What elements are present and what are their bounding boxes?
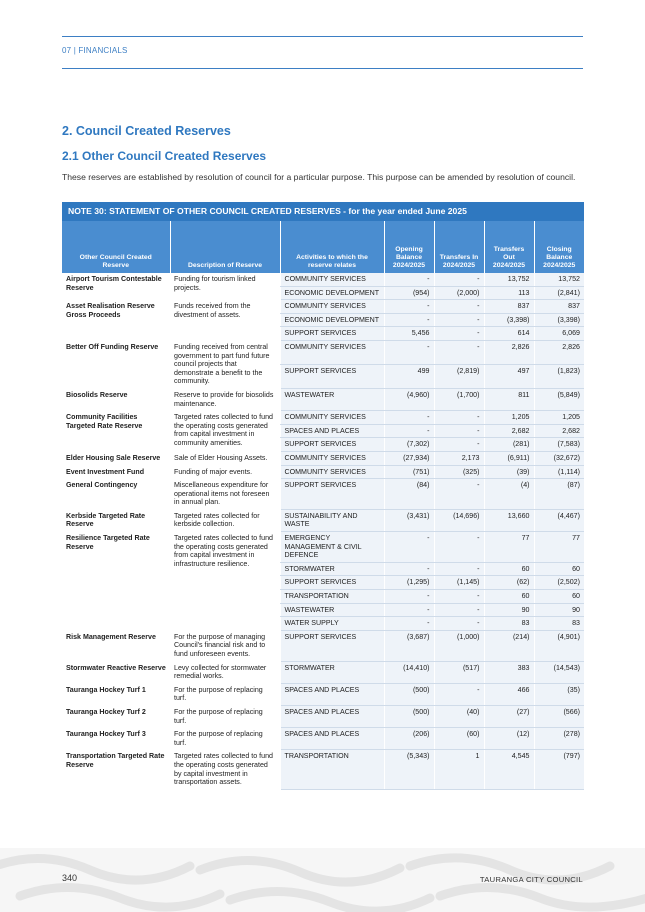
opening-balance-cell: 499 — [384, 364, 434, 388]
closing-balance-cell: (797) — [534, 750, 584, 789]
closing-balance-cell: (14,543) — [534, 661, 584, 683]
table-row — [62, 465, 584, 479]
closing-balance-cell: (2,841) — [534, 286, 584, 300]
transfers-in-cell: 2,173 — [434, 451, 484, 465]
transfers-out-cell: (3,398) — [484, 313, 534, 327]
opening-balance-cell: - — [384, 300, 434, 314]
activity-cell: COMMUNITY SERVICES — [280, 411, 384, 425]
activity-cell: SPACES AND PLACES — [280, 705, 384, 727]
header-rule-top — [62, 36, 583, 37]
organisation-name: TAURANGA CITY COUNCIL — [479, 875, 583, 884]
opening-balance-cell: (5,343) — [384, 750, 434, 789]
opening-balance-cell: - — [384, 603, 434, 617]
col-header-transfers-out: Transfers Out 2024/2025 — [484, 221, 534, 273]
reserve-name: General Contingency — [62, 479, 170, 510]
intro-paragraph: These reserves are established by resolution of council for a particular purpose. This purpose can be amended by resolution of council. — [62, 172, 576, 182]
transfers-in-cell: (517) — [434, 661, 484, 683]
transfers-in-cell: - — [434, 532, 484, 563]
activity-cell: STORMWATER — [280, 661, 384, 683]
reserve-name: Tauranga Hockey Turf 2 — [62, 705, 170, 727]
transfers-in-cell: - — [434, 479, 484, 510]
transfers-out-cell: (12) — [484, 728, 534, 750]
opening-balance-cell: (7,302) — [384, 438, 434, 452]
transfers-in-cell: 1 — [434, 750, 484, 789]
opening-balance-cell: - — [384, 340, 434, 364]
table-row — [62, 273, 584, 286]
reserve-name: Stormwater Reactive Reserve — [62, 661, 170, 683]
opening-balance-cell: (4,960) — [384, 388, 434, 410]
opening-balance-cell: (14,410) — [384, 661, 434, 683]
transfers-out-cell: (39) — [484, 465, 534, 479]
activity-cell: COMMUNITY SERVICES — [280, 273, 384, 286]
table-row — [62, 388, 584, 410]
activity-cell: ECONOMIC DEVELOPMENT — [280, 313, 384, 327]
reserve-name: Tauranga Hockey Turf 1 — [62, 683, 170, 705]
activity-cell: WATER SUPPLY — [280, 617, 384, 631]
opening-balance-cell: (206) — [384, 728, 434, 750]
reserve-name: Transportation Targeted Rate Reserve — [62, 750, 170, 789]
activity-cell: SPACES AND PLACES — [280, 728, 384, 750]
activity-cell: ECONOMIC DEVELOPMENT — [280, 286, 384, 300]
transfers-out-cell: 466 — [484, 683, 534, 705]
transfers-out-cell: 60 — [484, 562, 534, 576]
transfers-in-cell: (2,819) — [434, 364, 484, 388]
col-header-closing: Closing Balance 2024/2025 — [534, 221, 584, 273]
note-title: NOTE 30: STATEMENT OF OTHER COUNCIL CREATED RESERVES - for the year ended June 2025 — [62, 202, 584, 221]
transfers-in-cell: - — [434, 590, 484, 604]
transfers-out-cell: (4) — [484, 479, 534, 510]
activity-cell: TRANSPORTATION — [280, 750, 384, 789]
reserve-description: Miscellaneous expenditure for operational items not foreseen in annual plan. — [170, 479, 280, 510]
table-body — [62, 273, 584, 789]
opening-balance-cell: - — [384, 411, 434, 425]
activity-cell: SUPPORT SERVICES — [280, 576, 384, 590]
closing-balance-cell: (2,502) — [534, 576, 584, 590]
transfers-in-cell: - — [434, 683, 484, 705]
closing-balance-cell: 2,826 — [534, 340, 584, 364]
reserve-name: Biosolids Reserve — [62, 388, 170, 410]
table-row — [62, 705, 584, 727]
transfers-out-cell: 2,682 — [484, 424, 534, 438]
reserve-description: Funding received from central government to part fund future council projects that demonstrate a benefit to the community. — [170, 340, 280, 388]
closing-balance-cell: (35) — [534, 683, 584, 705]
table-header-row — [62, 221, 584, 273]
opening-balance-cell: (1,295) — [384, 576, 434, 590]
activity-cell: SUPPORT SERVICES — [280, 438, 384, 452]
table-row — [62, 340, 584, 364]
closing-balance-cell: (1,114) — [534, 465, 584, 479]
activity-cell: COMMUNITY SERVICES — [280, 465, 384, 479]
table-row — [62, 630, 584, 661]
table-row — [62, 509, 584, 531]
reserve-description: Sale of Elder Housing Assets. — [170, 451, 280, 465]
page-heading: 2. Council Created Reserves — [62, 124, 231, 138]
closing-balance-cell: 13,752 — [534, 273, 584, 286]
transfers-out-cell: 13,752 — [484, 273, 534, 286]
activity-cell: SUPPORT SERVICES — [280, 479, 384, 510]
col-header-transfers-in: Transfers In 2024/2025 — [434, 221, 484, 273]
opening-balance-cell: (500) — [384, 683, 434, 705]
closing-balance-cell: (32,672) — [534, 451, 584, 465]
transfers-in-cell: - — [434, 340, 484, 364]
opening-balance-cell: (954) — [384, 286, 434, 300]
note-30-table-block — [62, 202, 584, 790]
reserve-name: Community Facilities Targeted Rate Reserve — [62, 411, 170, 452]
opening-balance-cell: - — [384, 617, 434, 631]
transfers-in-cell: - — [434, 603, 484, 617]
closing-balance-cell: 2,682 — [534, 424, 584, 438]
activity-cell: SUPPORT SERVICES — [280, 327, 384, 341]
reserve-description: Targeted rates collected to fund the operating costs generated from capital investment in community amenities. — [170, 411, 280, 452]
activity-cell: WASTEWATER — [280, 388, 384, 410]
opening-balance-cell: 5,456 — [384, 327, 434, 341]
transfers-out-cell: 13,660 — [484, 509, 534, 531]
transfers-in-cell: - — [434, 617, 484, 631]
closing-balance-cell: 77 — [534, 532, 584, 563]
transfers-out-cell: 811 — [484, 388, 534, 410]
col-header-activities: Activities to which the reserve relates — [280, 221, 384, 273]
transfers-in-cell: (60) — [434, 728, 484, 750]
reserve-description: Targeted rates collected to fund the operating costs generated by capital investment in transportation assets. — [170, 750, 280, 789]
reserve-name: Tauranga Hockey Turf 3 — [62, 728, 170, 750]
reserve-name: Kerbside Targeted Rate Reserve — [62, 509, 170, 531]
reserve-name: Elder Housing Sale Reserve — [62, 451, 170, 465]
transfers-in-cell: - — [434, 411, 484, 425]
transfers-in-cell: - — [434, 327, 484, 341]
transfers-in-cell: - — [434, 273, 484, 286]
activity-cell: EMERGENCY MANAGEMENT & CIVIL DEFENCE — [280, 532, 384, 563]
closing-balance-cell: 83 — [534, 617, 584, 631]
reserve-name: Resilience Targeted Rate Reserve — [62, 532, 170, 631]
opening-balance-cell: - — [384, 562, 434, 576]
transfers-in-cell: (325) — [434, 465, 484, 479]
reserve-description: Funding of major events. — [170, 465, 280, 479]
closing-balance-cell: 90 — [534, 603, 584, 617]
table-row — [62, 750, 584, 789]
transfers-out-cell: 497 — [484, 364, 534, 388]
opening-balance-cell: (3,431) — [384, 509, 434, 531]
transfers-out-cell: 2,826 — [484, 340, 534, 364]
activity-cell: SUPPORT SERVICES — [280, 630, 384, 661]
reserve-description: For the purpose of replacing turf. — [170, 683, 280, 705]
activity-cell: SUPPORT SERVICES — [280, 364, 384, 388]
transfers-out-cell: 77 — [484, 532, 534, 563]
opening-balance-cell: - — [384, 313, 434, 327]
transfers-out-cell: (6,911) — [484, 451, 534, 465]
opening-balance-cell: (84) — [384, 479, 434, 510]
activity-cell: SPACES AND PLACES — [280, 683, 384, 705]
transfers-out-cell: (281) — [484, 438, 534, 452]
opening-balance-cell: (3,687) — [384, 630, 434, 661]
table-row — [62, 661, 584, 683]
page-number: 340 — [62, 873, 78, 883]
table-row — [62, 479, 584, 510]
reserve-name: Asset Realisation Reserve Gross Proceeds — [62, 300, 170, 341]
closing-balance-cell: 1,205 — [534, 411, 584, 425]
transfers-in-cell: (1,145) — [434, 576, 484, 590]
transfers-in-cell: - — [434, 424, 484, 438]
opening-balance-cell: - — [384, 424, 434, 438]
transfers-in-cell: (14,696) — [434, 509, 484, 531]
activity-cell: STORMWATER — [280, 562, 384, 576]
table-row — [62, 300, 584, 314]
opening-balance-cell: (27,934) — [384, 451, 434, 465]
reserve-description: Funds received from the divestment of assets. — [170, 300, 280, 341]
transfers-in-cell: - — [434, 300, 484, 314]
transfers-in-cell: - — [434, 562, 484, 576]
closing-balance-cell: (7,583) — [534, 438, 584, 452]
transfers-in-cell: - — [434, 438, 484, 452]
reserve-description: For the purpose of replacing turf. — [170, 728, 280, 750]
table-row — [62, 532, 584, 563]
reserve-name: Risk Management Reserve — [62, 630, 170, 661]
transfers-out-cell: 614 — [484, 327, 534, 341]
transfers-out-cell: 383 — [484, 661, 534, 683]
table-row — [62, 451, 584, 465]
opening-balance-cell: (751) — [384, 465, 434, 479]
reserves-table — [62, 221, 584, 790]
transfers-out-cell: 1,205 — [484, 411, 534, 425]
col-header-opening: Opening Balance 2024/2025 — [384, 221, 434, 273]
closing-balance-cell: (87) — [534, 479, 584, 510]
col-header-reserve: Other Council Created Reserve — [62, 221, 170, 273]
transfers-in-cell: (1,000) — [434, 630, 484, 661]
transfers-in-cell: (40) — [434, 705, 484, 727]
transfers-out-cell: (27) — [484, 705, 534, 727]
reserve-description: Targeted rates collected to fund the operating costs generated from capital investment in infrastructure resilience. — [170, 532, 280, 631]
transfers-in-cell: (1,700) — [434, 388, 484, 410]
opening-balance-cell: - — [384, 273, 434, 286]
activity-cell: SPACES AND PLACES — [280, 424, 384, 438]
activity-cell: COMMUNITY SERVICES — [280, 451, 384, 465]
section-label: 07 | FINANCIALS — [62, 46, 128, 55]
transfers-out-cell: (214) — [484, 630, 534, 661]
header-rule-bottom — [62, 68, 583, 69]
transfers-out-cell: 83 — [484, 617, 534, 631]
activity-cell: SUSTAINABILITY AND WASTE — [280, 509, 384, 531]
reserve-description: For the purpose of replacing turf. — [170, 705, 280, 727]
closing-balance-cell: (566) — [534, 705, 584, 727]
table-row — [62, 683, 584, 705]
transfers-out-cell: 837 — [484, 300, 534, 314]
activity-cell: COMMUNITY SERVICES — [280, 340, 384, 364]
closing-balance-cell: (4,467) — [534, 509, 584, 531]
reserve-description: For the purpose of managing Council's financial risk and to fund unforeseen events. — [170, 630, 280, 661]
col-header-description: Description of Reserve — [170, 221, 280, 273]
closing-balance-cell: (4,901) — [534, 630, 584, 661]
reserve-description: Reserve to provide for biosolids maintenance. — [170, 388, 280, 410]
closing-balance-cell: (5,849) — [534, 388, 584, 410]
closing-balance-cell: (1,823) — [534, 364, 584, 388]
reserve-name: Better Off Funding Reserve — [62, 340, 170, 388]
table-row — [62, 728, 584, 750]
closing-balance-cell: 60 — [534, 562, 584, 576]
closing-balance-cell: 60 — [534, 590, 584, 604]
closing-balance-cell: (3,398) — [534, 313, 584, 327]
activity-cell: COMMUNITY SERVICES — [280, 300, 384, 314]
closing-balance-cell: 837 — [534, 300, 584, 314]
table-row — [62, 411, 584, 425]
activity-cell: TRANSPORTATION — [280, 590, 384, 604]
activity-cell: WASTEWATER — [280, 603, 384, 617]
reserve-description: Levy collected for stormwater remedial works. — [170, 661, 280, 683]
opening-balance-cell: (500) — [384, 705, 434, 727]
closing-balance-cell: 6,069 — [534, 327, 584, 341]
transfers-in-cell: - — [434, 313, 484, 327]
closing-balance-cell: (278) — [534, 728, 584, 750]
transfers-out-cell: 4,545 — [484, 750, 534, 789]
transfers-out-cell: 113 — [484, 286, 534, 300]
transfers-in-cell: (2,000) — [434, 286, 484, 300]
reserve-name: Event Investment Fund — [62, 465, 170, 479]
reserve-name: Airport Tourism Contestable Reserve — [62, 273, 170, 300]
transfers-out-cell: 90 — [484, 603, 534, 617]
page-subheading: 2.1 Other Council Created Reserves — [62, 149, 267, 163]
opening-balance-cell: - — [384, 532, 434, 563]
transfers-out-cell: (62) — [484, 576, 534, 590]
opening-balance-cell: - — [384, 590, 434, 604]
reserve-description: Targeted rates collected for kerbside collection. — [170, 509, 280, 531]
transfers-out-cell: 60 — [484, 590, 534, 604]
reserve-description: Funding for tourism linked projects. — [170, 273, 280, 300]
